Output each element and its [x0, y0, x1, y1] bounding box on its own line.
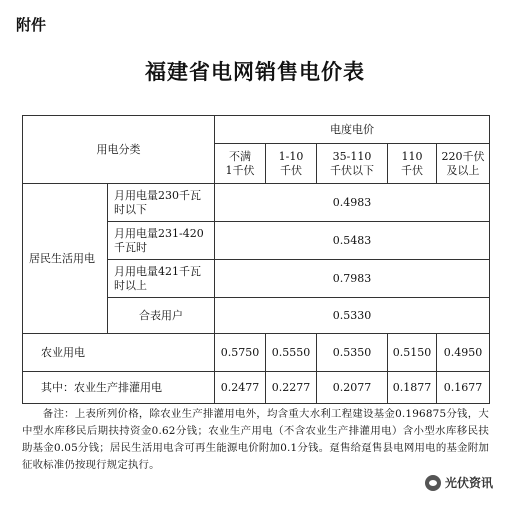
- agriculture-price: 0.4950: [437, 334, 490, 372]
- header-category: 用电分类: [23, 116, 215, 184]
- irrigation-price: 0.2277: [266, 372, 317, 404]
- wechat-icon: [425, 475, 441, 491]
- irrigation-price: 0.1677: [437, 372, 490, 404]
- notes: [22, 406, 489, 474]
- agriculture-label: 农业用电: [23, 334, 215, 372]
- attachment-label: 附件: [16, 16, 47, 34]
- header-energy-price: 电度电价: [215, 116, 490, 144]
- residential-tier-price: 0.5330: [215, 298, 490, 334]
- agriculture-price: 0.5350: [317, 334, 388, 372]
- watermark: [422, 473, 496, 492]
- residential-tier-price: 0.4983: [215, 184, 490, 222]
- irrigation-price: 0.1877: [388, 372, 437, 404]
- residential-tier-label: 月用电量421千瓦 时以上: [108, 260, 215, 298]
- residential-tier-label: 月用电量231-420 千瓦时: [108, 222, 215, 260]
- watermark-text: 光伏资讯: [444, 476, 493, 490]
- residential-tier-price: 0.5483: [215, 222, 490, 260]
- voltage-header: 不满 1千伏: [215, 144, 266, 184]
- notes-text: 备注：上表所列价格，除农业生产排灌用电外，均含重大水利工程建设基金0.196875分钱，大中型水库移民后期扶持资金0.62分钱；农业生产用电（不含农业生产排灌用电）含小型水库移民扶助基金0.05分钱；居民生活用电含可再生能源电价附加0.1分钱。趸售给趸售县电网用电的基金附加征收标准仍按现行规定执行。: [22, 408, 489, 471]
- residential-tier-price: 0.7983: [215, 260, 490, 298]
- residential-tier-label: 合表用户: [108, 298, 215, 334]
- agriculture-price: 0.5750: [215, 334, 266, 372]
- irrigation-price: 0.2077: [317, 372, 388, 404]
- residential-label: 居民生活用电: [23, 184, 108, 334]
- document-title: 福建省电网销售电价表: [145, 60, 365, 84]
- residential-tier-label: 月用电量230千瓦 时以下: [108, 184, 215, 222]
- voltage-header: 1-10 千伏: [266, 144, 317, 184]
- voltage-header: 110 千伏: [388, 144, 437, 184]
- irrigation-label: 其中：农业生产排灌用电: [23, 372, 215, 404]
- agriculture-price: 0.5550: [266, 334, 317, 372]
- irrigation-price: 0.2477: [215, 372, 266, 404]
- voltage-header: 220千伏 及以上: [437, 144, 490, 184]
- agriculture-price: 0.5150: [388, 334, 437, 372]
- voltage-header: 35-110 千伏以下: [317, 144, 388, 184]
- price-table: [22, 115, 490, 404]
